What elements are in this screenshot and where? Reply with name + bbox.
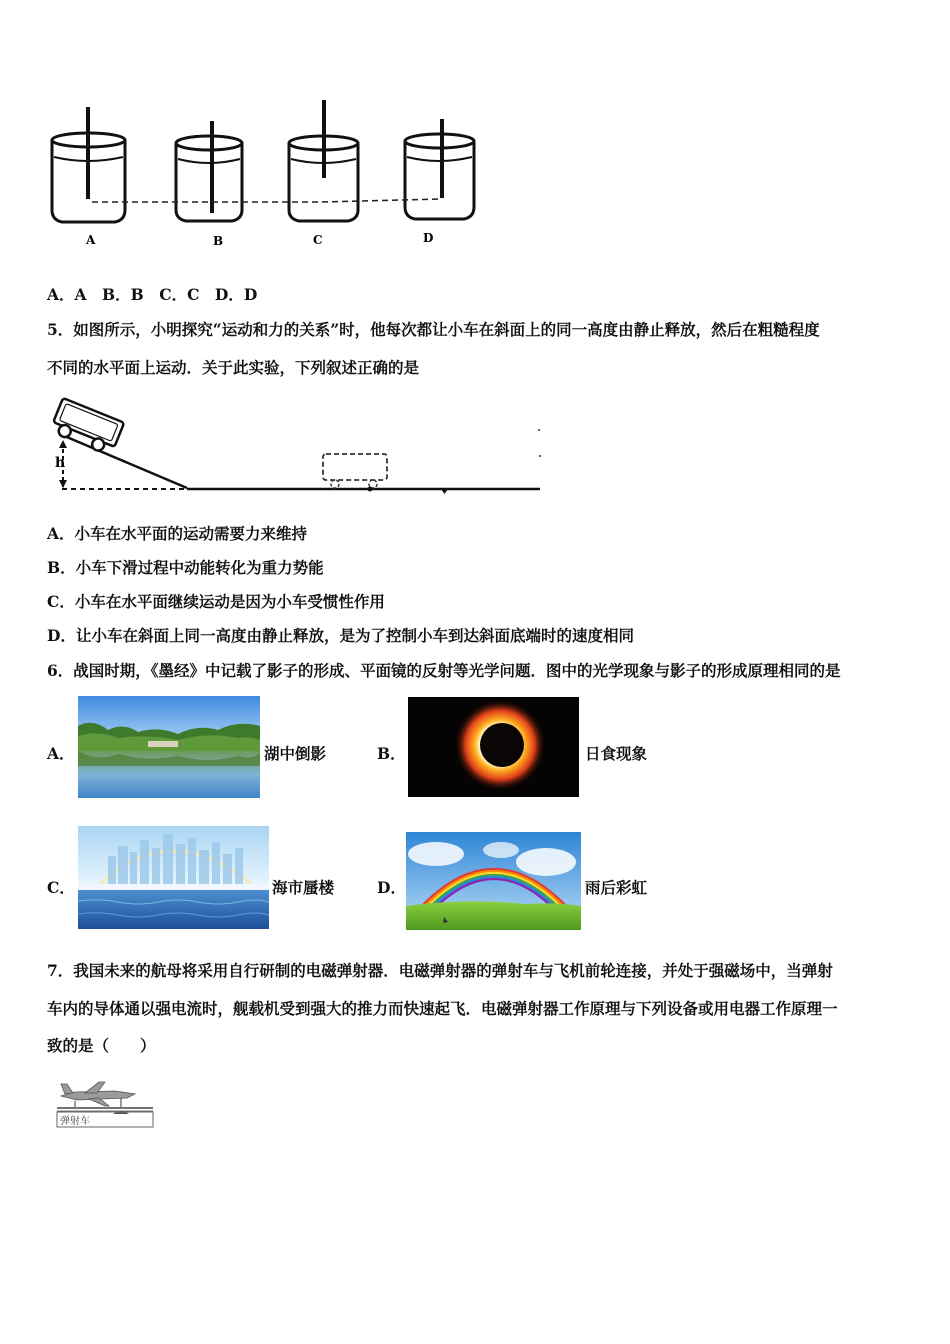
beaker-d — [405, 119, 474, 219]
q4-options: A．A B．B C．C D．D — [47, 285, 258, 304]
q6-option-d-letter: D． — [377, 878, 406, 897]
q7-stem-line1: 7．我国未来的航母将采用自行研制的电磁弹射器．电磁弹射器的弹射车与飞机前轮连接，并处于强磁场中，当弹射 — [47, 961, 833, 980]
q5-option-d: D．让小车在斜面上同一高度由静止释放，是为了控制小车到达斜面底端时的速度相同 — [47, 626, 634, 645]
depth-dashed-line — [92, 199, 442, 202]
beaker-label-a: A — [86, 233, 96, 247]
q6-option-c-letter: C． — [47, 878, 75, 897]
beaker-label-c: C — [313, 233, 323, 247]
q5-option-a: A．小车在水平面的运动需要力来维持 — [47, 524, 308, 543]
q5-option-c: C．小车在水平面继续运动是因为小车受惯性作用 — [47, 592, 385, 611]
q5-stem-line1: 5．如图所示，小明探究“运动和力的关系”时，他每次都让小车在斜面上的同一高度由静止释放，然后在粗糙程度 — [47, 320, 820, 339]
q6-option-c-caption: 海市蜃楼 — [272, 878, 335, 897]
q6-option-b-letter: B． — [377, 744, 406, 763]
beakers-figure — [40, 95, 500, 265]
height-label: h — [55, 455, 66, 471]
jet-icon — [61, 1082, 135, 1106]
lake-reflection-image — [78, 696, 260, 798]
q6-stem: 6．战国时期，《墨经》中记载了影子的形成、平面镜的反射等光学问题．图中的光学现象与影子的形成原理相同的是 — [47, 661, 841, 680]
rainbow-image — [406, 832, 581, 930]
catapult-cart-label: 弹射车 — [60, 1116, 90, 1127]
solar-eclipse-image — [408, 697, 579, 797]
incline-figure — [45, 392, 545, 502]
beaker-b — [176, 121, 242, 221]
beaker-label-d: D — [423, 231, 434, 245]
q7-stem-line3: 致的是（ ） — [47, 1036, 156, 1055]
beaker-a — [52, 107, 125, 222]
catapult-figure — [55, 1074, 155, 1130]
q5-stem-line2: 不同的水平面上运动．关于此实验，下列叙述正确的是 — [47, 358, 420, 377]
q5-option-b: B．小车下滑过程中动能转化为重力势能 — [47, 558, 324, 577]
mirage-image — [78, 826, 269, 929]
q6-option-d-caption: 雨后彩虹 — [585, 878, 648, 897]
q6-option-a-caption: 湖中倒影 — [264, 744, 327, 763]
beaker-c — [289, 100, 358, 221]
beaker-label-b: B — [213, 234, 224, 248]
q7-stem-line2: 车内的导体通以强电流时，舰载机受到强大的推力而快速起飞．电磁弹射器工作原理与下列设备或用电器工作原理一 — [47, 999, 838, 1018]
cart-dashed-ground — [323, 454, 387, 488]
q6-option-b-caption: 日食现象 — [585, 744, 648, 763]
q6-option-a-letter: A． — [47, 744, 75, 763]
